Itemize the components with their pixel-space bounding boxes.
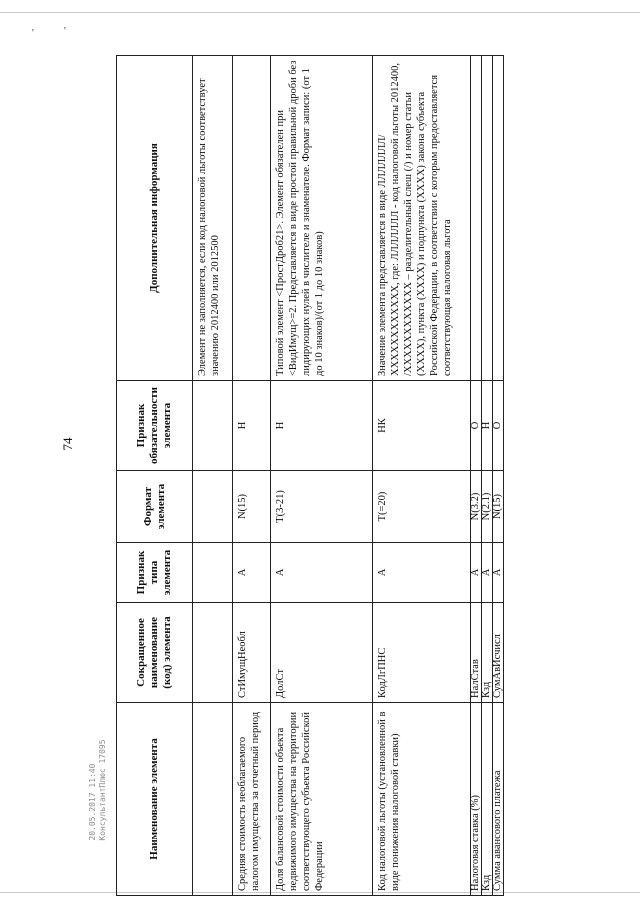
cell-required: Н — [233, 381, 271, 471]
rotated-table-frame — [116, 56, 503, 896]
cell-type: А — [271, 543, 373, 603]
cell-short-name: КодЛгПНС — [373, 603, 471, 703]
stamp-line-2: КонсультантПлюс 17095 — [98, 739, 107, 841]
header-name: Наименование элемента — [117, 703, 193, 896]
cell-type: А — [471, 543, 482, 603]
cell-info: Значение элемента представляется в виде ЛЛЛЛЛЛЛ/ХХХХХХХХХХХХ, где: ЛЛЛЛЛЛЛ - код налоговой льготы 2012400, /ХХХХХХХХХХХХ – разделительный слеш (/) и номер статьи (ХХХХ), пункта (ХХХХ) и подпункта (ХХХХ) закона субъекта Российской Федерации, в соответствии с которым предоставляется соответствующая налоговая льгота — [373, 56, 471, 381]
cell-type: А — [233, 543, 271, 603]
cell-short-name: СумАвИсчисл — [493, 603, 504, 703]
corner-mark-left: ' — [32, 28, 34, 39]
cell-format: T(=20) — [373, 471, 471, 543]
cell-type: А — [493, 543, 504, 603]
table-row — [471, 56, 482, 896]
cell-short-name — [193, 603, 233, 703]
header-required: Признак обязательности элемента — [117, 381, 193, 471]
cell-format: N(2.1) — [482, 471, 493, 543]
cell-info: Типовой элемент <ПростДроб21>. Элемент обязателен при <ВидИмущ>=2. Представляется в виде простой правильной дроби без лидирующих нулей в числителе и знаменателе. Формат записи: (от 1 до 10 знаков)/(от 1 до 10 знаков) — [271, 56, 373, 381]
cell-name: Средняя стоимость необлагаемого налогом имущества за отчетный период — [233, 703, 271, 896]
cell-info — [471, 56, 482, 381]
cell-info: Элемент не заполняется, если код налоговой льготы соответствует значению 2012400 или 2012500 — [193, 56, 233, 381]
table-row — [482, 56, 493, 896]
cell-required — [193, 381, 233, 471]
page-number: 74 — [60, 437, 75, 451]
cell-format: N(3.2) — [471, 471, 482, 543]
cell-info — [233, 56, 271, 381]
cell-info — [493, 56, 504, 381]
elements-table — [116, 55, 504, 896]
cell-info — [482, 56, 493, 381]
print-stamp — [88, 739, 108, 840]
cell-type: А — [482, 543, 493, 603]
cell-format — [193, 471, 233, 543]
cell-short-name: СтИмущНеобл — [233, 603, 271, 703]
header-short-name: Сокращенное наименование (код) элемента — [117, 603, 193, 703]
scan-edge-top — [0, 12, 640, 13]
table-header-row — [117, 56, 193, 896]
table-row — [271, 56, 373, 896]
header-info: Дополнительная информация — [117, 56, 193, 381]
cell-short-name: Кзд — [482, 603, 493, 703]
cell-short-name: ДолСт — [271, 603, 373, 703]
cell-type — [193, 543, 233, 603]
stamp-line-1: 20.05.2017 11:40 — [88, 763, 97, 841]
cell-required: Н — [271, 381, 373, 471]
table-row — [373, 56, 471, 896]
cell-format: N(15) — [493, 471, 504, 543]
cell-name: Кзд — [482, 703, 493, 896]
cell-name: Код налоговой льготы (установленной в виде понижения налоговой ставки) — [373, 703, 471, 896]
table-row — [233, 56, 271, 896]
cell-required: Н — [482, 381, 493, 471]
cell-required: НК — [373, 381, 471, 471]
header-type: Признак типа элемента — [117, 543, 193, 603]
table-row — [493, 56, 504, 896]
cell-type: А — [373, 543, 471, 603]
cell-required: О — [493, 381, 504, 471]
cell-name: Доля балансовой стоимости объекта недвижимого имущества на территории соответствующего субъекта Российской Федерации — [271, 703, 373, 896]
cell-format: T(3-21) — [271, 471, 373, 543]
cell-short-name: НалСтав — [471, 603, 482, 703]
table-container — [116, 56, 503, 896]
cell-name: Налоговая ставка (%) — [471, 703, 482, 896]
cell-format: N(15) — [233, 471, 271, 543]
cell-required: О — [471, 381, 482, 471]
corner-mark-right: ' — [64, 26, 66, 37]
cell-name: Сумма авансового платежа — [493, 703, 504, 896]
table-row — [193, 56, 233, 896]
header-format: Формат элемента — [117, 471, 193, 543]
cell-name — [193, 703, 233, 896]
